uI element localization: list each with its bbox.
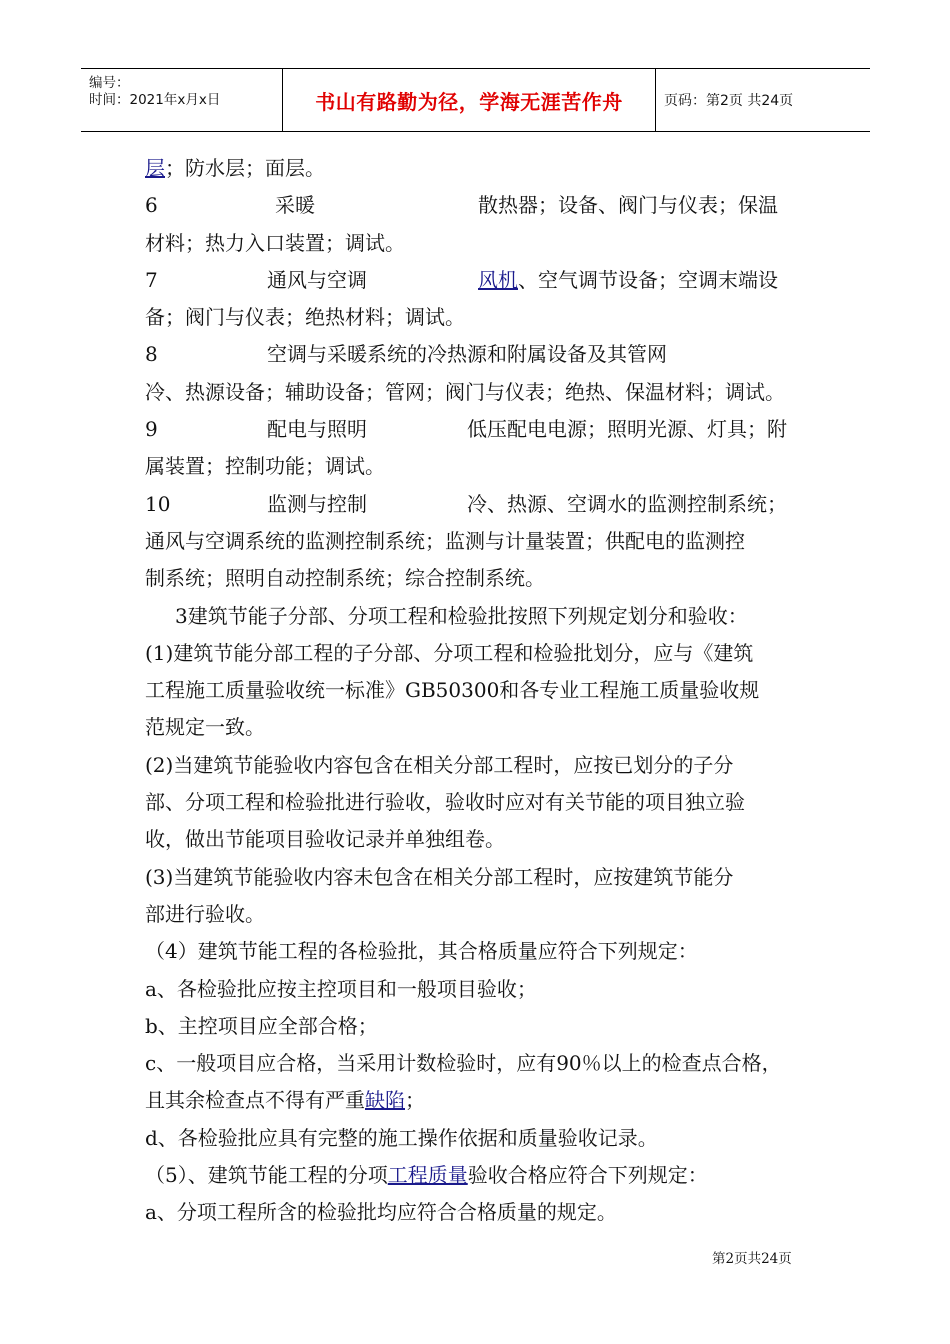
text-line — [145, 1120, 825, 1157]
text-line — [145, 933, 825, 970]
text-line — [145, 1157, 825, 1194]
text-line — [145, 560, 825, 597]
table-row-10 — [145, 486, 825, 523]
table-row-7 — [145, 262, 825, 299]
row-number: 7 — [145, 267, 158, 292]
line-text: b、主控项目应全部合格； — [145, 1013, 378, 1038]
line-text: 备；阀门与仪表；绝热材料；调试。 — [145, 305, 465, 330]
text-line — [145, 709, 825, 746]
table-row-8 — [145, 336, 825, 373]
time-label: 时间：2021年x月x日 — [89, 92, 221, 108]
line-text: 3建筑节能子分部、分项工程和检验批按照下列规定划分和验收： — [175, 603, 748, 628]
row-number: 9 — [145, 417, 158, 442]
link-defect[interactable]: 缺陷 — [365, 1088, 405, 1113]
row-number: 6 — [145, 193, 158, 218]
line-text: 验收合格应符合下列规定： — [467, 1163, 708, 1188]
text-line — [145, 896, 825, 933]
text-line — [145, 784, 825, 821]
text-line — [145, 747, 825, 784]
line-text: (3)当建筑节能验收内容未包含在相关分部工程时，应按建筑节能分 — [145, 864, 734, 889]
row-name: 采暖 — [275, 193, 315, 218]
row-desc: 低压配电电源；照明光源、灯具；附 — [467, 417, 787, 442]
header-meta — [81, 69, 283, 131]
line-text: c、一般项目应合格，当采用计数检验时，应有90％以上的检查点合格， — [145, 1051, 782, 1076]
line-text: ； — [405, 1088, 425, 1113]
link-fan[interactable]: 风机 — [478, 267, 518, 292]
row-name: 空调与采暖系统的冷热源和附属设备及其管网 — [267, 342, 667, 367]
header-page-cell — [656, 69, 870, 131]
text-line — [145, 859, 825, 896]
section-heading — [145, 598, 825, 635]
text-line — [145, 1082, 825, 1119]
text-line — [145, 635, 825, 672]
row-desc: 冷、热源、空调水的监测控制系统； — [467, 491, 787, 516]
line-text: a、各检验批应按主控项目和一般项目验收； — [145, 976, 537, 1001]
text-line — [145, 1045, 825, 1082]
table-row-6 — [145, 187, 825, 224]
link-engineering-quality[interactable]: 工程质量 — [387, 1163, 468, 1188]
text-line — [145, 523, 825, 560]
text-line — [145, 448, 825, 485]
text-line — [145, 374, 825, 411]
line-text: 收，做出节能项目验收记录并单独组卷。 — [145, 827, 505, 852]
line-text: 范规定一致。 — [145, 715, 265, 740]
row-name: 监测与控制 — [267, 491, 367, 516]
link-layer[interactable]: 层 — [145, 156, 165, 180]
row-number: 8 — [145, 342, 158, 367]
line-text: 工程施工质量验收统一标准》GB50300和各专业工程施工质量验收规 — [145, 678, 760, 703]
line-text: 材料；热力入口装置；调试。 — [145, 230, 405, 255]
line-text: 制系统；照明自动控制系统；综合控制系统。 — [145, 566, 545, 591]
motto-text: 书山有路勤为径，学海无涯苦作舟 — [315, 89, 623, 114]
row-desc: 散热器；设备、阀门与仪表；保温 — [478, 193, 778, 218]
row-name: 配电与照明 — [267, 417, 367, 442]
line-text: 冷、热源设备；辅助设备；管网；阀门与仪表；绝热、保温材料；调试。 — [145, 379, 785, 404]
row-number: 10 — [145, 491, 171, 516]
line-text: 属装置；控制功能；调试。 — [145, 454, 385, 479]
page-footer: 第2页共24页 — [712, 1251, 792, 1267]
text-line — [145, 299, 825, 336]
line-text: （5）、建筑节能工程的分项 — [145, 1163, 388, 1188]
table-row-9 — [145, 411, 825, 448]
text-line — [145, 672, 825, 709]
line-text: (1)建筑节能分部工程的子分部、分项工程和检验批划分，应与《建筑 — [145, 640, 754, 665]
text-line — [145, 1008, 825, 1045]
text-line — [145, 225, 825, 262]
text-line — [145, 1194, 825, 1231]
line-text: 部、分项工程和检验批进行验收，验收时应对有关节能的项目独立验 — [145, 790, 745, 815]
text-line — [145, 821, 825, 858]
line-text: 通风与空调系统的监测控制系统；监测与计量装置；供配电的监测控 — [145, 528, 745, 553]
page-header — [81, 68, 870, 132]
header-motto-cell — [283, 69, 656, 131]
line-text: a、分项工程所含的检验批均应符合合格质量的规定。 — [145, 1200, 617, 1225]
line-text: d、各检验批应具有完整的施工操作依据和质量验收记录。 — [145, 1125, 658, 1150]
line-text: ；防水层；面层。 — [165, 156, 325, 180]
line-text: （4）建筑节能工程的各检验批，其合格质量应符合下列规定： — [145, 939, 698, 964]
serial-label: 编号： — [89, 75, 130, 91]
header-page-info: 页码：第2页 共24页 — [664, 93, 794, 109]
row-name: 通风与空调 — [267, 267, 367, 292]
document-body — [145, 150, 825, 1232]
text-line — [145, 150, 825, 187]
row-desc: 、空气调节设备；空调末端设 — [518, 267, 778, 292]
line-text: (2)当建筑节能验收内容包含在相关分部工程时，应按已划分的子分 — [145, 752, 734, 777]
line-text: 部进行验收。 — [145, 901, 265, 926]
line-text: 且其余检查点不得有严重 — [145, 1088, 365, 1113]
text-line — [145, 971, 825, 1008]
